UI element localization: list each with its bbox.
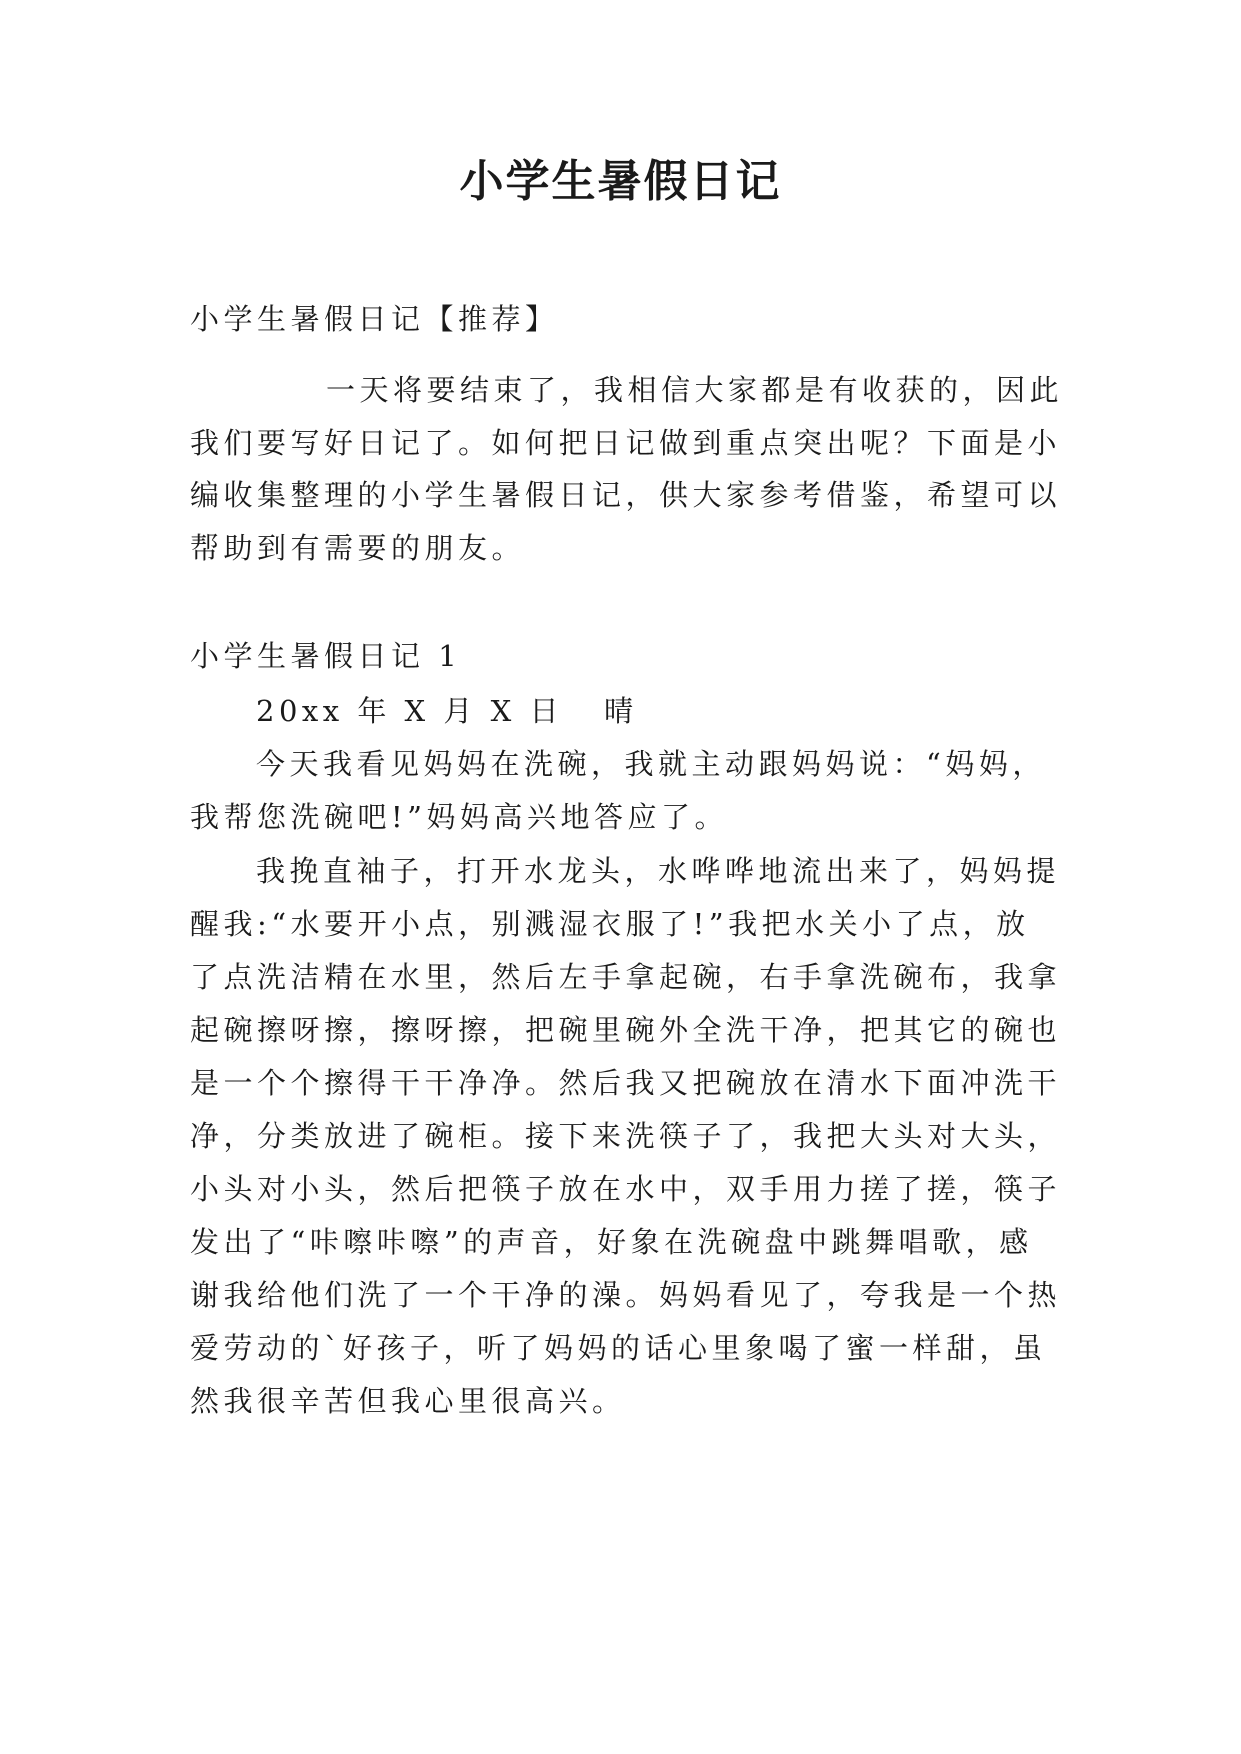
paragraph-line: 净，分类放进了碗柜。接下来洗筷子了，我把大头对大头， (190, 1119, 1062, 1153)
paragraph-line: 爱劳动的`好孩子，听了妈妈的话心里象喝了蜜一样甜，虽 (190, 1331, 1047, 1365)
document-subtitle: 小学生暑假日记【推荐】 (190, 302, 559, 336)
paragraph-line: 是一个个擦得干干净净。然后我又把碗放在清水下面冲洗干 (190, 1066, 1062, 1100)
intro-line: 编收集整理的小学生暑假日记，供大家参考借鉴，希望可以 (190, 478, 1062, 512)
paragraph-line: 小头对小头，然后把筷子放在水中，双手用力搓了搓，筷子 (190, 1172, 1062, 1206)
paragraph-line: 谢我给他们洗了一个干净的澡。妈妈看见了，夸我是一个热 (190, 1278, 1062, 1312)
intro-line: 我们要写好日记了。如何把日记做到重点突出呢？下面是小 (190, 426, 1062, 460)
intro-line: 帮助到有需要的朋友。 (190, 531, 526, 565)
paragraph-line: 了点洗洁精在水里，然后左手拿起碗，右手拿洗碗布，我拿 (190, 960, 1062, 994)
paragraph-line: 然我很辛苦但我心里很高兴。 (190, 1384, 626, 1418)
entry-heading: 小学生暑假日记 1 (190, 639, 462, 673)
paragraph-line: 今天我看见妈妈在洗碗，我就主动跟妈妈说：“妈妈， (256, 747, 1046, 781)
paragraph-line: 起碗擦呀擦，擦呀擦，把碗里碗外全洗干净，把其它的碗也 (190, 1013, 1062, 1047)
document-title: 小学生暑假日记 (459, 156, 782, 207)
paragraph-line: 醒我:“水要开小点，别溅湿衣服了!”我把水关小了点，放 (190, 907, 1030, 941)
entry-date: 20xx 年 X 月 X 日 晴 (256, 694, 638, 728)
paragraph-line: 我帮您洗碗吧!”妈妈高兴地答应了。 (190, 800, 728, 834)
intro-line: 一天将要结束了，我相信大家都是有收获的，因此 (326, 373, 1064, 407)
paragraph-line: 发出了“咔嚓咔嚓”的声音，好象在洗碗盘中跳舞唱歌，感 (190, 1225, 1033, 1259)
paragraph-line: 我挽直袖子，打开水龙头，水哗哗地流出来了，妈妈提 (256, 854, 1061, 888)
